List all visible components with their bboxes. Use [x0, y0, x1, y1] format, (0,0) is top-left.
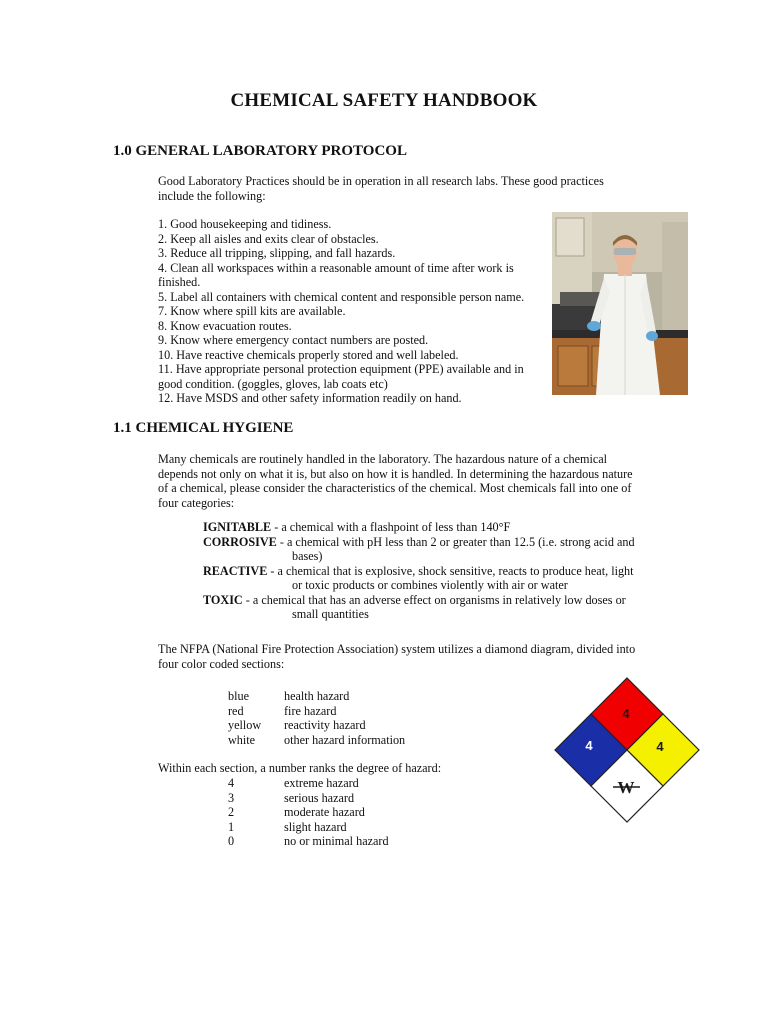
- special-rating: W: [617, 778, 635, 797]
- document-title: CHEMICAL SAFETY HANDBOOK: [230, 90, 538, 111]
- category-desc: - a chemical with a flashpoint of less than 140°F: [271, 520, 511, 534]
- list-item: finished.: [158, 275, 201, 289]
- category-term: CORROSIVE: [203, 534, 277, 549]
- health-rating: 4: [585, 738, 593, 753]
- category-corrosive: [203, 535, 663, 564]
- paragraph-line: of a chemical, please consider the characteristics of the chemical. Most chemicals fall into one of: [158, 481, 632, 495]
- rank-number: 4: [228, 776, 235, 790]
- section-heading-chemical-hygiene: 1.1 CHEMICAL HYGIENE: [113, 420, 294, 436]
- list-item: 2. Keep all aisles and exits clear of obstacles.: [158, 231, 379, 246]
- section-heading-general-protocol: 1.0 GENERAL LABORATORY PROTOCOL: [113, 143, 407, 159]
- paragraph-line: Many chemicals are routinely handled in the laboratory. The hazardous nature of a chemical: [158, 452, 608, 466]
- legend-color: yellow: [228, 718, 262, 732]
- intro-line: Good Laboratory Practices should be in operation in all research labs. These good practices: [158, 174, 604, 188]
- category-desc: - a chemical that is explosive, shock sensitive, reacts to produce heat, light: [267, 563, 634, 578]
- rank-meaning: moderate hazard: [284, 805, 365, 819]
- list-item: good condition. (goggles, gloves, lab coats etc): [158, 376, 388, 391]
- category-reactive: [203, 564, 663, 593]
- legend-row: [228, 689, 405, 704]
- intro-line: include the following:: [158, 188, 266, 203]
- rank-meaning: serious hazard: [284, 790, 355, 805]
- list-item: 3. Reduce all tripping, slipping, and fall hazards.: [158, 246, 396, 260]
- paragraph-line: depends not only on what it is, but also on how it is handled. In determining the hazardous nature: [158, 466, 633, 481]
- category-desc-cont: small quantities: [292, 607, 369, 621]
- legend-color: red: [228, 703, 244, 718]
- list-item: 1. Good housekeeping and tidiness.: [158, 217, 332, 231]
- category-term: REACTIVE: [203, 563, 268, 578]
- list-item: 8. Know evacuation routes.: [158, 318, 292, 333]
- reactivity-rating: 4: [656, 739, 664, 754]
- nfpa-diamond: [552, 676, 702, 826]
- rank-row: [228, 834, 389, 849]
- category-ignitable: [203, 520, 663, 535]
- color-legend: [228, 689, 405, 747]
- list-item: 11. Have appropriate personal protection equipment (PPE) available and in: [158, 362, 524, 376]
- rank-meaning: no or minimal hazard: [284, 834, 389, 848]
- list-item: 7. Know where spill kits are available.: [158, 304, 346, 318]
- protocol-intro: [158, 174, 604, 203]
- category-desc-cont: or toxic products or combines violently with air or water: [292, 578, 568, 592]
- rank-row: [228, 776, 389, 791]
- hygiene-paragraph: [158, 452, 633, 510]
- legend-meaning: reactivity hazard: [284, 718, 366, 732]
- category-term: TOXIC: [203, 592, 243, 607]
- legend-row: [228, 718, 405, 733]
- list-item: 4. Clean all workspaces within a reasonable amount of time after work is: [158, 260, 514, 275]
- legend-color: blue: [228, 689, 249, 703]
- category-desc: - a chemical with pH less than 2 or greater than 12.5 (i.e. strong acid and: [276, 534, 635, 549]
- legend-meaning: other hazard information: [284, 732, 406, 747]
- paragraph-line: four categories:: [158, 495, 235, 510]
- legend-row: [228, 704, 405, 719]
- lab-worker-photo: [552, 212, 688, 395]
- rank-number: 3: [228, 790, 235, 805]
- hazard-categories: [203, 520, 663, 622]
- list-item: 5. Label all containers with chemical content and responsible person name.: [158, 289, 525, 304]
- category-term: IGNITABLE: [203, 520, 272, 534]
- rank-intro: Within each section, a number ranks the degree of hazard:: [158, 761, 442, 775]
- category-desc: - a chemical that has an adverse effect on organisms in relatively low doses or: [242, 592, 626, 607]
- rank-meaning: extreme hazard: [284, 776, 359, 790]
- list-item: 12. Have MSDS and other safety information readily on hand.: [158, 391, 462, 405]
- list-item: 9. Know where emergency contact numbers are posted.: [158, 333, 429, 347]
- fire-rating: 4: [622, 706, 630, 721]
- list-item: 10. Have reactive chemicals properly stored and well labeled.: [158, 347, 459, 362]
- legend-meaning: health hazard: [284, 689, 350, 703]
- hazard-ranks: [228, 776, 389, 849]
- rank-meaning: slight hazard: [284, 819, 347, 834]
- rank-row: [228, 805, 389, 820]
- protocol-list: [158, 217, 543, 406]
- category-toxic: [203, 593, 663, 622]
- rank-number: 1: [228, 819, 235, 834]
- legend-color: white: [228, 732, 256, 747]
- paragraph-line: four color coded sections:: [158, 656, 285, 671]
- rank-number: 2: [228, 805, 235, 819]
- paragraph-line: The NFPA (National Fire Protection Association) system utilizes a diamond diagram, divided into: [158, 642, 636, 656]
- rank-number: 0: [228, 834, 235, 848]
- nfpa-intro: [158, 642, 635, 671]
- rank-row: [228, 820, 389, 835]
- legend-row: [228, 733, 405, 748]
- legend-meaning: fire hazard: [284, 703, 337, 718]
- rank-row: [228, 791, 389, 806]
- category-desc-cont: bases): [292, 549, 323, 563]
